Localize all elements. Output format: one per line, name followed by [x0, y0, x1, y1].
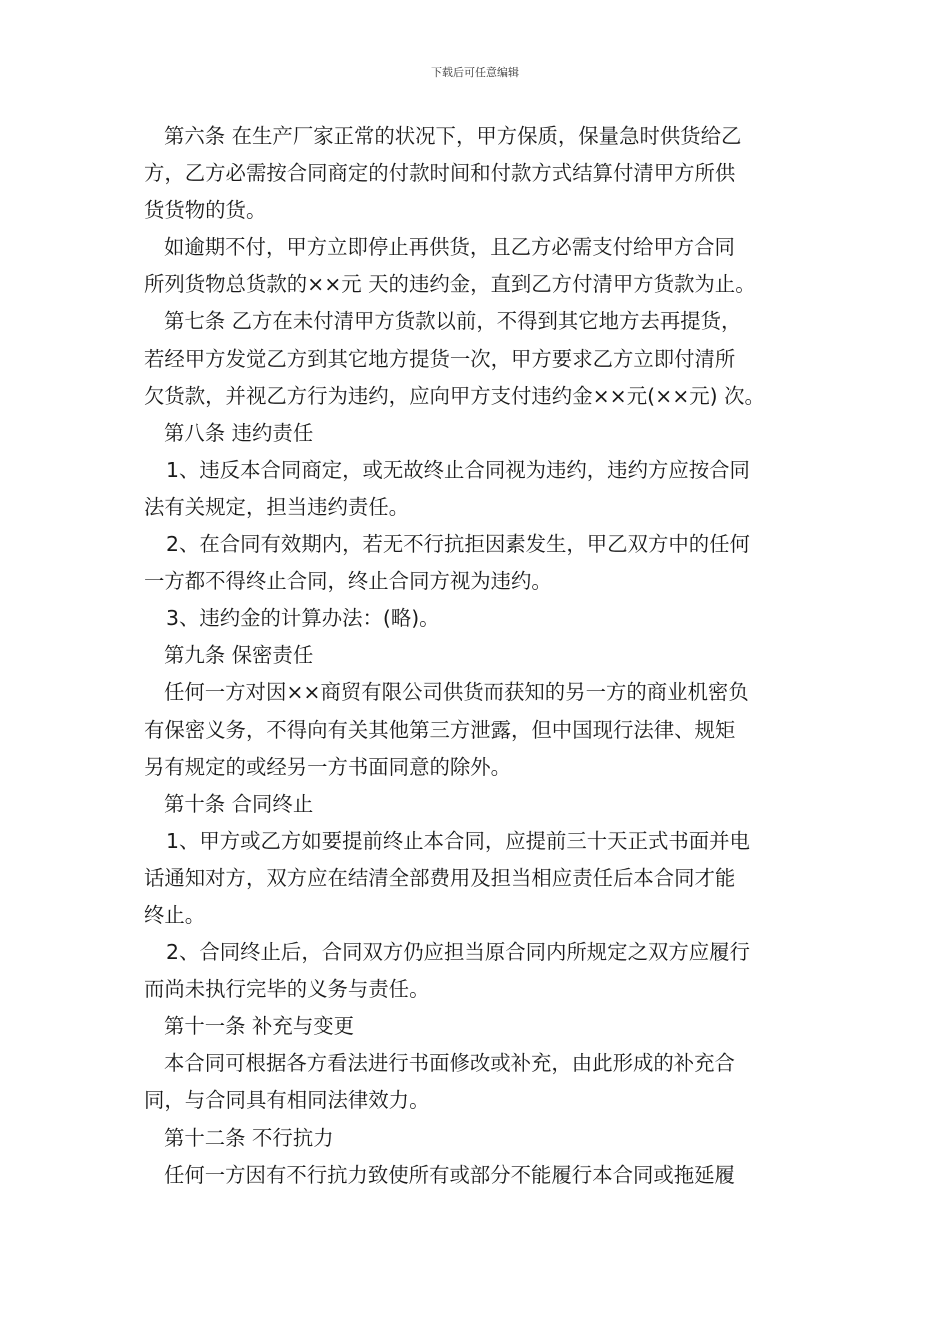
page-header: 下载后可任意编辑 [431, 66, 519, 79]
article-11-heading: 第十一条 补充与变更 [164, 1014, 354, 1039]
article-10-item-1-line-2: 话通知对方，双方应在结清全部费用及担当相应责任后本合同才能 [144, 865, 736, 890]
article-10-item-1-line-1: 1、甲方或乙方如要提前终止本合同，应提前三十天正式书面并电 [166, 828, 750, 853]
article-9-line-3: 另有规定的或经另一方书面同意的除外。 [144, 754, 512, 779]
article-8-item-3: 3、违约金的计算办法：(略)。 [166, 606, 440, 631]
article-7-line-3: 欠货款，并视乙方行为违约，应向甲方支付违约金××元(××元) 次。 [144, 383, 765, 408]
article-8-item-2-line-2: 一方都不得终止合同，终止合同方视为违约。 [144, 569, 552, 594]
article-9-line-1: 任何一方对因××商贸有限公司供货而获知的另一方的商业机密负 [164, 680, 749, 705]
article-12-line-1: 任何一方因有不行抗力致使所有或部分不能履行本合同或拖延履 [164, 1162, 735, 1187]
article-12-heading: 第十二条 不行抗力 [164, 1125, 334, 1150]
article-10-item-2-line-1: 2、合同终止后，合同双方仍应担当原合同内所规定之双方应履行 [166, 940, 750, 965]
article-9-line-2: 有保密义务，不得向有关其他第三方泄露，但中国现行法律、规矩 [144, 717, 736, 742]
overdue-paragraph-line-1: 如逾期不付，甲方立即停止再供货，且乙方必需支付给甲方合同 [164, 235, 735, 260]
article-10-item-1-line-3: 终止。 [144, 902, 206, 927]
article-7-line-1: 第七条 乙方在未付清甲方货款以前，不得到其它地方去再提货， [164, 309, 742, 334]
article-6-line-3: 货货物的货。 [144, 198, 267, 223]
article-9-heading: 第九条 保密责任 [164, 643, 314, 668]
article-10-item-2-line-2: 而尚未执行完毕的义务与责任。 [144, 977, 430, 1002]
article-7-line-2: 若经甲方发觉乙方到其它地方提货一次，甲方要求乙方立即付清所 [144, 346, 736, 371]
article-8-item-1-line-2: 法有关规定，担当违约责任。 [144, 494, 410, 519]
article-8-item-1-line-1: 1、违反本合同商定，或无故终止合同视为违约，违约方应按合同 [166, 457, 750, 482]
article-8-item-2-line-1: 2、在合同有效期内，若无不行抗拒因素发生，甲乙双方中的任何 [166, 532, 750, 557]
overdue-paragraph-line-2: 所列货物总货款的××元 天的违约金，直到乙方付清甲方货款为止。 [144, 272, 756, 297]
article-8-heading: 第八条 违约责任 [164, 420, 314, 445]
article-11-line-2: 同，与合同具有相同法律效力。 [144, 1088, 430, 1113]
article-6-line-2: 方，乙方必需按合同商定的付款时间和付款方式结算付清甲方所供 [144, 161, 736, 186]
article-6-line-1: 第六条 在生产厂家正常的状况下，甲方保质，保量急时供货给乙 [164, 124, 742, 148]
document-body [144, 118, 810, 1194]
article-11-line-1: 本合同可根据各方看法进行书面修改或补充，由此形成的补充合 [164, 1051, 735, 1076]
article-10-heading: 第十条 合同终止 [164, 791, 314, 816]
